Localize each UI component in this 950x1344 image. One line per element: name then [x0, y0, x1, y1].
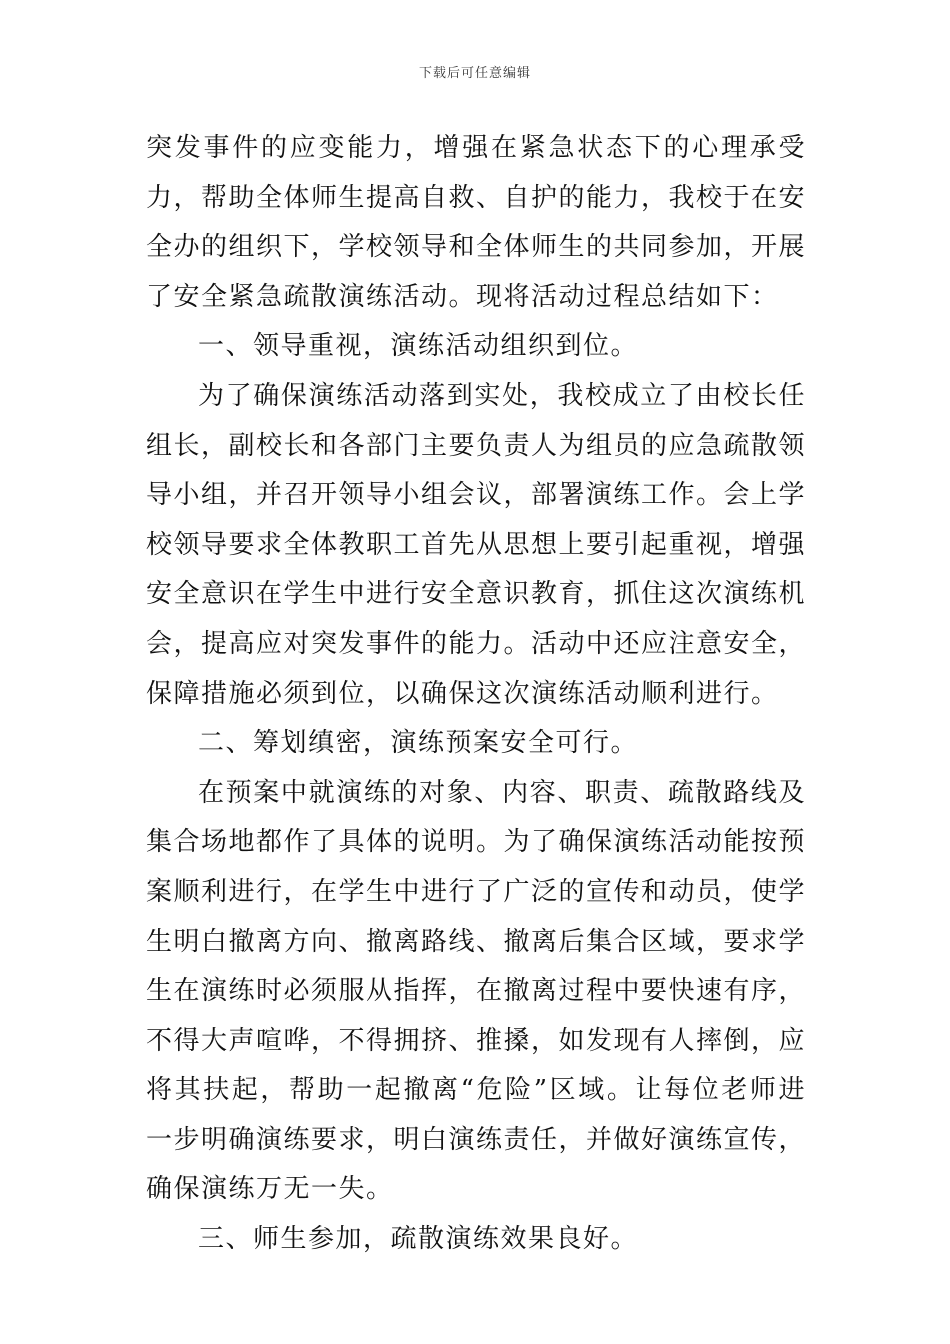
- section-heading-3: 三、师生参加，疏散演练效果良好。: [198, 1224, 639, 1255]
- paragraph-section-1: 为了确保演练活动落到实处，我校成立了由校长任组长，副校长和各部门主要负责人为组员的应急疏散领导小组，并召开领导小组会议，部署演练工作。会上学校领导要求全体教职工首先从思想上要引起重视，增强安全意识在学生中进行安全意识教育，抓住这次演练机会，提高应对突发事件的能力。活动中还应注意安全，保障措施必须到位，以确保这次演练活动顺利进行。: [146, 380, 807, 709]
- section-heading-1: 一、领导重视，演练活动组织到位。: [198, 331, 639, 362]
- paragraph-intro: 突发事件的应变能力，增强在紧急状态下的心理承受力，帮助全体师生提高自救、自护的能力，我校于在安全办的组织下，学校领导和全体师生的共同参加，开展了安全紧急疏散演练活动。现将活动过程总结如下：: [146, 133, 807, 312]
- document-body: [146, 124, 806, 1265]
- section-heading-2: 二、筹划缜密，演练预案安全可行。: [198, 728, 639, 759]
- paragraph-section-2: 在预案中就演练的对象、内容、职责、疏散路线及集合场地都作了具体的说明。为了确保演练活动能按预案顺利进行，在学生中进行了广泛的宣传和动员，使学生明白撤离方向、撤离路线、撤离后集合区域，要求学生在演练时必须服从指挥，在撤离过程中要快速有序，不得大声喧哗，不得拥挤、推搡，如发现有人摔倒，应将其扶起，帮助一起撤离“危险”区域。让每位老师进一步明确演练要求，明白演练责任，并做好演练宣传，确保演练万无一失。: [146, 777, 807, 1205]
- page-header-note: 下载后可任意编辑: [418, 66, 531, 81]
